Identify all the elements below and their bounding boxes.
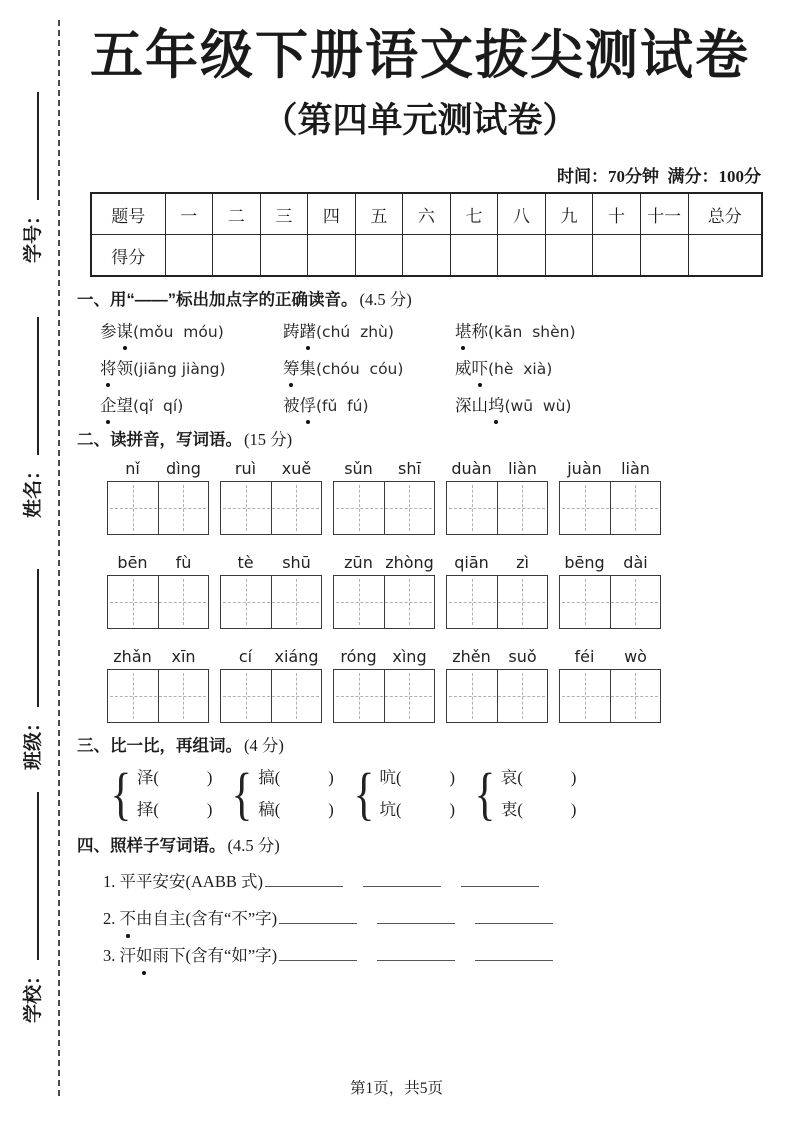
- writing-cell[interactable]: [108, 482, 159, 534]
- writing-cell[interactable]: [221, 576, 272, 628]
- sidebar-field-name: [23, 317, 44, 518]
- pinyin-options[interactable]: (hè xià): [488, 360, 553, 378]
- compare-word-row: [501, 798, 577, 822]
- character: 由: [136, 909, 153, 928]
- fill-blank[interactable]: [377, 909, 455, 924]
- paren-open: (: [274, 768, 281, 787]
- score-entry-cell[interactable]: [688, 235, 762, 277]
- score-table-header-cell: 十: [593, 193, 641, 235]
- item-number: 3.: [103, 946, 120, 965]
- compare-pair-column: [380, 766, 456, 822]
- character: 安: [169, 872, 186, 891]
- pinyin-syllable: dìng: [166, 459, 201, 478]
- score-table-header-cell: 六: [403, 193, 451, 235]
- writing-cell[interactable]: [560, 670, 611, 722]
- writing-cell[interactable]: [272, 482, 322, 534]
- item-number: 1.: [103, 872, 120, 891]
- score-table-header-cell: 一: [165, 193, 213, 235]
- writing-cell[interactable]: [159, 670, 209, 722]
- character: 集: [299, 359, 316, 378]
- pinyin-choice-item[interactable]: [455, 321, 763, 343]
- section-three-score: (4 分): [244, 736, 284, 755]
- sidebar-field-student-id: [23, 92, 44, 263]
- writing-cell[interactable]: [498, 576, 548, 628]
- writing-box: [220, 575, 322, 629]
- writing-cell[interactable]: [447, 670, 498, 722]
- paren-open: (: [517, 768, 523, 787]
- section-one-header: [77, 289, 763, 311]
- pinyin-syllable: féi: [574, 647, 595, 666]
- sidebar-field-label: 学号：: [23, 205, 44, 263]
- writing-box: [333, 575, 435, 629]
- score-entry-cell[interactable]: [260, 235, 308, 277]
- character: 山: [471, 396, 488, 415]
- writing-cell[interactable]: [560, 482, 611, 534]
- time-score-info: 时间：70分钟 满分：100分: [557, 167, 761, 186]
- writing-cell[interactable]: [447, 482, 498, 534]
- paren-open: (: [517, 800, 523, 819]
- compare-word-row: [258, 766, 334, 790]
- dotted-character: 吓: [471, 359, 488, 378]
- score-entry-cell[interactable]: [640, 235, 688, 277]
- pinyin-syllable: cí: [238, 647, 253, 666]
- fill-blank[interactable]: [377, 946, 455, 961]
- writing-box: [446, 575, 548, 629]
- write-words-row: [107, 553, 763, 629]
- paren-close: ): [206, 768, 213, 787]
- word-write-group: [559, 553, 661, 629]
- writing-cell[interactable]: [159, 576, 209, 628]
- writing-box: [559, 669, 661, 723]
- character: 雨: [152, 946, 169, 965]
- section-four-title: 四、照样子写词语。: [77, 837, 226, 855]
- emphasized-word: [120, 909, 186, 928]
- pinyin-choice-item[interactable]: [455, 395, 763, 417]
- score-row-label: 得分: [91, 235, 165, 277]
- paren-open: (: [274, 800, 281, 819]
- pinyin-choice-item[interactable]: [283, 358, 455, 380]
- fill-blank[interactable]: [475, 946, 553, 961]
- item-note: (含有“如”字): [185, 946, 278, 965]
- writing-box: [559, 481, 661, 535]
- score-entry-cell[interactable]: [403, 235, 451, 277]
- compare-character: 泽: [136, 768, 154, 787]
- writing-cell[interactable]: [385, 576, 435, 628]
- character: 平: [119, 872, 136, 891]
- character: 深: [455, 396, 472, 415]
- section-four-header: [77, 835, 763, 857]
- pinyin-options[interactable]: (chú zhù): [316, 323, 394, 341]
- word-write-group: [333, 459, 435, 535]
- pinyin-label: [559, 459, 661, 479]
- score-table-header-row: [91, 193, 762, 235]
- writing-box: [107, 669, 209, 723]
- writing-cell[interactable]: [611, 576, 661, 628]
- pinyin-syllable: duàn: [451, 459, 492, 478]
- pinyin-syllable: shū: [282, 553, 311, 572]
- character: 领: [116, 359, 133, 378]
- pattern-word-item: [103, 907, 763, 931]
- curly-brace: {: [110, 761, 132, 826]
- pinyin-syllable: xiáng: [274, 647, 319, 666]
- character: 威: [455, 359, 472, 378]
- character: 自: [152, 909, 169, 928]
- pinyin-label: [446, 459, 548, 479]
- word-write-group: [446, 459, 548, 535]
- score-table-header-cell: 九: [545, 193, 593, 235]
- pinyin-syllable: shī: [398, 459, 421, 478]
- pinyin-options[interactable]: (wū wù): [504, 397, 572, 415]
- character: 踌: [283, 322, 300, 341]
- compare-word-row: [258, 798, 334, 822]
- word-write-group: [446, 647, 548, 723]
- compare-pair: [228, 761, 334, 826]
- compare-character: 搞: [258, 768, 275, 787]
- word-write-group: [107, 553, 209, 629]
- paren-close: ): [570, 768, 577, 787]
- pinyin-syllable: juàn: [567, 459, 602, 478]
- word-write-group: [446, 553, 548, 629]
- character: 望: [116, 396, 133, 415]
- emphasized-word: [100, 322, 133, 341]
- pinyin-syllable: xìng: [392, 647, 427, 666]
- pinyin-label: [220, 647, 322, 667]
- pinyin-choice-item[interactable]: [100, 321, 283, 343]
- score-table-header-cell: 二: [213, 193, 261, 235]
- pinyin-syllable: xuě: [281, 459, 312, 478]
- word-write-group: [220, 647, 322, 723]
- pinyin-options[interactable]: (qǐ qí): [133, 397, 184, 415]
- pattern-word-item: [103, 944, 763, 968]
- emphasized-word: [100, 396, 133, 415]
- fill-blank[interactable]: [475, 909, 553, 924]
- compare-character: 稿: [258, 800, 275, 819]
- section-one-title: 一、用“——”标出加点字的正确读音。: [77, 291, 358, 309]
- pattern-word-item: [103, 870, 763, 894]
- character: 汗: [119, 946, 136, 965]
- emphasized-word: [283, 322, 316, 341]
- dotted-character: 筹: [283, 359, 300, 378]
- pinyin-choice-item[interactable]: [455, 358, 763, 380]
- pinyin-syllable: nǐ: [125, 459, 140, 478]
- writing-cell[interactable]: [560, 576, 611, 628]
- section-two-header: [77, 429, 763, 451]
- fill-blank[interactable]: [363, 872, 441, 887]
- score-entry-cell[interactable]: [355, 235, 403, 277]
- writing-box: [559, 575, 661, 629]
- pinyin-choice-item[interactable]: [100, 358, 283, 380]
- pinyin-label: [107, 647, 209, 667]
- section-three-header: [77, 735, 763, 757]
- compare-pair-column: [137, 766, 213, 822]
- pinyin-syllable: bēng: [564, 553, 605, 572]
- character: 称: [471, 322, 488, 341]
- pinyin-syllable: zhòng: [385, 553, 434, 572]
- pinyin-options[interactable]: (chóu cóu): [316, 360, 404, 378]
- pinyin-syllable: suǒ: [508, 647, 537, 666]
- section-two-title: 二、读拼音，写词语。: [77, 431, 242, 449]
- character: 安: [152, 872, 169, 891]
- emphasized-word: [120, 872, 186, 891]
- emphasized-word: [283, 359, 316, 378]
- pinyin-label: [446, 647, 548, 667]
- score-entry-cell[interactable]: [450, 235, 498, 277]
- item-note: (含有“不”字): [185, 909, 278, 928]
- word-write-group: [107, 647, 209, 723]
- paren-open: (: [153, 768, 159, 787]
- writing-box: [220, 669, 322, 723]
- writing-cell[interactable]: [334, 576, 385, 628]
- dotted-character: 将: [100, 359, 117, 378]
- compare-pair-column: [501, 766, 577, 822]
- pinyin-label: [559, 553, 661, 573]
- sidebar-field-label: 学校：: [23, 965, 44, 1023]
- word-write-group: [559, 459, 661, 535]
- score-entry-cell[interactable]: [545, 235, 593, 277]
- compare-word-row: [501, 766, 577, 790]
- character: 平: [136, 872, 153, 891]
- sidebar-fill-line[interactable]: [33, 792, 39, 960]
- score-table-header-cell: 五: [355, 193, 403, 235]
- word-write-group: [220, 553, 322, 629]
- dotted-character: 不: [120, 907, 137, 931]
- pinyin-label: [107, 459, 209, 479]
- writing-box: [107, 575, 209, 629]
- write-words-row: [107, 459, 763, 535]
- paren-close: ): [449, 768, 456, 787]
- writing-cell[interactable]: [108, 576, 159, 628]
- score-entry-cell[interactable]: [308, 235, 356, 277]
- compare-word-row: [137, 798, 213, 822]
- character: 被: [283, 396, 300, 415]
- score-table-header-cell: 十一: [640, 193, 688, 235]
- word-write-group: [107, 459, 209, 535]
- pattern-words-area: [77, 870, 763, 968]
- writing-box: [107, 481, 209, 535]
- pinyin-syllable: dài: [623, 553, 648, 572]
- pinyin-syllable: ruì: [234, 459, 257, 478]
- emphasized-word: [100, 359, 133, 378]
- compare-pair: [107, 761, 213, 826]
- writing-box: [220, 481, 322, 535]
- section-four-score: (4.5 分): [227, 836, 280, 855]
- compare-word-row: [137, 766, 213, 790]
- pinyin-label: [107, 553, 209, 573]
- pinyin-syllable: xīn: [171, 647, 196, 666]
- emphasized-word: [455, 396, 505, 415]
- writing-box: [446, 481, 548, 535]
- compare-words-area: [107, 761, 763, 826]
- pinyin-label: [446, 553, 548, 573]
- score-table-header-cell: 总分: [688, 193, 762, 235]
- compare-pair-column: [258, 766, 334, 822]
- paren-open: (: [396, 768, 402, 787]
- writing-cell[interactable]: [272, 670, 322, 722]
- pinyin-syllable: liàn: [621, 459, 650, 478]
- pinyin-options[interactable]: (jiāng jiàng): [133, 360, 226, 378]
- pinyin-options[interactable]: (fǔ fú): [316, 397, 369, 415]
- writing-box: [446, 669, 548, 723]
- write-words-area: [77, 459, 763, 723]
- character: 主: [169, 909, 186, 928]
- writing-cell[interactable]: [611, 670, 661, 722]
- pinyin-syllable: bēn: [117, 553, 148, 572]
- sidebar-fill-line[interactable]: [33, 92, 39, 200]
- compare-pair: [471, 761, 577, 826]
- fill-blank[interactable]: [461, 872, 539, 887]
- sidebar-field-label: 姓名：: [23, 460, 44, 518]
- pinyin-label: [333, 647, 435, 667]
- curly-brace: {: [231, 761, 253, 826]
- compare-pair: [350, 761, 456, 826]
- curly-brace: {: [353, 761, 375, 826]
- write-words-row: [107, 647, 763, 723]
- character: 参: [100, 322, 117, 341]
- pinyin-syllable: wò: [624, 647, 647, 666]
- writing-cell[interactable]: [334, 482, 385, 534]
- character: 下: [169, 946, 186, 965]
- sidebar-fill-line[interactable]: [33, 569, 39, 707]
- dotted-character: 堪: [455, 322, 472, 341]
- paren-close: ): [570, 800, 577, 819]
- score-entry-cell[interactable]: [498, 235, 546, 277]
- pinyin-syllable: fù: [175, 553, 192, 572]
- pinyin-syllable: sǔn: [344, 459, 373, 478]
- writing-cell[interactable]: [498, 670, 548, 722]
- dotted-character: 如: [136, 944, 153, 968]
- seal-dashed-line: [58, 20, 60, 1096]
- score-entry-cell[interactable]: [165, 235, 213, 277]
- writing-cell[interactable]: [385, 670, 435, 722]
- emphasized-word: [455, 322, 488, 341]
- pinyin-label: [333, 459, 435, 479]
- sidebar-field-school: [23, 792, 44, 1023]
- paper-subtitle: （第四单元测试卷）: [262, 101, 578, 140]
- curly-brace: {: [474, 761, 496, 826]
- word-write-group: [220, 459, 322, 535]
- writing-cell[interactable]: [272, 576, 322, 628]
- item-note: (AABB 式): [185, 872, 263, 891]
- pinyin-choice-grid: [100, 321, 763, 417]
- score-entry-cell[interactable]: [593, 235, 641, 277]
- section-two-score: (15 分): [244, 430, 293, 449]
- score-table-header-cell: 八: [498, 193, 546, 235]
- pinyin-syllable: róng: [340, 647, 377, 666]
- emphasized-word: [455, 359, 488, 378]
- writing-cell[interactable]: [159, 482, 209, 534]
- paren-open: (: [396, 800, 402, 819]
- pinyin-syllable: zhǎn: [113, 647, 152, 666]
- pinyin-label: [333, 553, 435, 573]
- compare-word-row: [380, 766, 456, 790]
- writing-box: [333, 669, 435, 723]
- pinyin-syllable: qiān: [454, 553, 489, 572]
- pinyin-label: [559, 647, 661, 667]
- page-number: 第1页，共5页: [349, 1080, 443, 1097]
- dotted-character: 躇: [299, 322, 316, 341]
- score-entry-cell[interactable]: [213, 235, 261, 277]
- pinyin-syllable: liàn: [508, 459, 537, 478]
- emphasized-word: [120, 946, 186, 965]
- writing-box: [333, 481, 435, 535]
- writing-cell[interactable]: [611, 482, 661, 534]
- emphasized-word: [283, 396, 316, 415]
- pinyin-choice-item[interactable]: [283, 321, 455, 343]
- pinyin-options[interactable]: (kān shèn): [488, 323, 576, 341]
- dotted-character: 坞: [488, 396, 505, 415]
- item-number: 2.: [103, 909, 120, 928]
- compare-word-row: [380, 798, 456, 822]
- word-write-group: [333, 647, 435, 723]
- writing-cell[interactable]: [221, 670, 272, 722]
- paren-close: ): [328, 800, 334, 819]
- score-table-header-cell: 四: [308, 193, 356, 235]
- paper-title: 五年级下册语文拔尖测试卷: [90, 27, 750, 85]
- writing-cell[interactable]: [334, 670, 385, 722]
- writing-cell[interactable]: [385, 482, 435, 534]
- pinyin-syllable: zì: [516, 553, 529, 572]
- score-table-header-cell: 题号: [91, 193, 165, 235]
- pinyin-choice-item[interactable]: [100, 395, 283, 417]
- writing-cell[interactable]: [108, 670, 159, 722]
- dotted-character: 企: [100, 396, 117, 415]
- score-table-value-row: [91, 235, 762, 277]
- writing-cell[interactable]: [447, 576, 498, 628]
- score-table: [90, 192, 763, 277]
- pinyin-label: [220, 553, 322, 573]
- dotted-character: 谋: [116, 322, 133, 341]
- score-table-header-cell: 三: [260, 193, 308, 235]
- pinyin-syllable: tè: [237, 553, 254, 572]
- pinyin-syllable: zhěn: [452, 647, 491, 666]
- section-three-title: 三、比一比，再组词。: [77, 737, 242, 755]
- score-table-header-cell: 七: [450, 193, 498, 235]
- paren-close: ): [206, 800, 213, 819]
- pinyin-label: [220, 459, 322, 479]
- writing-cell[interactable]: [221, 482, 272, 534]
- sidebar-field-class: [23, 569, 44, 770]
- sidebar-fill-line[interactable]: [33, 317, 39, 455]
- paren-open: (: [153, 800, 159, 819]
- fill-blank[interactable]: [279, 946, 357, 961]
- compare-character: 坑: [379, 800, 397, 819]
- fill-blank[interactable]: [265, 872, 343, 887]
- writing-cell[interactable]: [498, 482, 548, 534]
- pinyin-syllable: zūn: [344, 553, 373, 572]
- section-one-score: (4.5 分): [359, 290, 412, 309]
- compare-character: 吭: [379, 768, 397, 787]
- fill-blank[interactable]: [279, 909, 357, 924]
- word-write-group: [333, 553, 435, 629]
- compare-character: 哀: [500, 768, 518, 787]
- compare-character: 择: [136, 800, 154, 819]
- main-column: [77, 0, 763, 968]
- pinyin-options[interactable]: (mǒu móu): [133, 323, 224, 341]
- compare-character: 衷: [500, 800, 518, 819]
- sidebar-field-label: 班级：: [23, 712, 44, 770]
- word-write-group: [559, 647, 661, 723]
- paren-close: ): [328, 768, 334, 787]
- pinyin-choice-item[interactable]: [283, 395, 455, 417]
- paren-close: ): [449, 800, 456, 819]
- dotted-character: 俘: [299, 396, 316, 415]
